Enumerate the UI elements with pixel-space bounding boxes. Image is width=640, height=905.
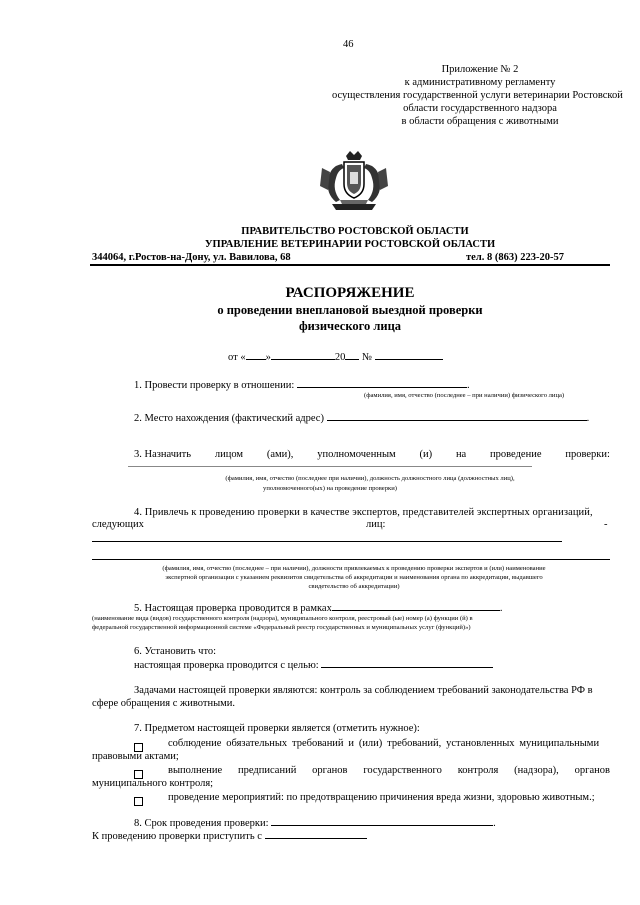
- item-1-field[interactable]: [297, 378, 467, 388]
- item-5-label: 5. Настоящая проверка проводится в рамках: [134, 603, 332, 614]
- item-7-option-2-word: органов: [312, 765, 348, 776]
- header-address: 344064, г.Ростов-на-Дону, ул. Вавилова, 68: [92, 252, 291, 263]
- appendix-line-1: Приложение № 2: [441, 64, 519, 75]
- item-7-header: 7. Предметом настоящей проверки является (отметить нужное):: [134, 723, 420, 734]
- item-7-option-2-word: государственного: [363, 765, 442, 776]
- item-8: [134, 816, 496, 830]
- item-6-line-2: [134, 658, 493, 672]
- item-1-hint: (фамилия, имя, отчество (последнее – при наличии) физического лица): [364, 392, 565, 399]
- item-4-hint-1: (фамилия, имя, отчество (последнее – при наличии), должности привлекаемых к проведению проверки экспертов и (или) наименование: [162, 565, 546, 572]
- item-4-field-2[interactable]: [92, 559, 610, 560]
- item-7-option-2-line-1: [168, 764, 610, 777]
- date-year-prefix: 20: [334, 352, 346, 363]
- item-7-option-2-word: выполнение: [168, 765, 223, 776]
- item-4-line-1: 4. Привлечь к проведению проверки в качестве экспертов, представителей экспертных организаций,: [134, 507, 593, 518]
- item-3-field[interactable]: [128, 466, 532, 467]
- item-2-label: 2. Место нахождения (фактический адрес): [134, 413, 324, 424]
- item-2: [134, 411, 589, 425]
- page-number: 46: [343, 39, 354, 50]
- item-7-option-3: проведение мероприятий: по предотвращению причинения вреда жизни, здоровью животным.;: [168, 792, 595, 803]
- item-6-purpose-label: настоящая проверка проводится с целью:: [134, 660, 319, 671]
- appendix-line-4: области государственного надзора: [403, 103, 557, 114]
- item-4-left: следующих: [92, 519, 144, 530]
- item-3-hint-1: (фамилия, имя, отчество (последнее при наличии), должность должностного лица (должностных лиц),: [225, 475, 515, 482]
- item-1-label: 1. Провести проверку в отношении:: [134, 380, 295, 391]
- appendix-line-2: к административному регламенту: [404, 77, 556, 88]
- item-3-word: (и): [419, 449, 433, 460]
- item-7-option-2-word: контроля: [457, 765, 499, 776]
- item-6-purpose-field[interactable]: [321, 658, 493, 668]
- item-4-field-1[interactable]: [92, 541, 562, 542]
- item-3-word: проверки:: [565, 449, 610, 460]
- item-8-start: [92, 829, 367, 843]
- date-prefix: от «: [228, 352, 246, 363]
- item-7-option-1-line-1: соблюдение обязательных требований и (или) требований, установленных муниципальными: [168, 738, 600, 749]
- item-3-word: на: [455, 449, 467, 460]
- header-divider: [90, 264, 610, 266]
- appendix-block: [332, 63, 623, 128]
- item-1: [134, 378, 470, 392]
- item-3: [134, 448, 610, 461]
- appendix-line-3: осуществления государственной услуги ветеринарии Ростовской: [332, 90, 623, 101]
- item-5-field[interactable]: [332, 601, 500, 611]
- item-3-word: лицом: [214, 449, 244, 460]
- item-8-start-field[interactable]: [265, 829, 367, 839]
- item-3-word: (ами),: [266, 449, 294, 460]
- item-8-label: 8. Срок проведения проверки:: [134, 818, 269, 829]
- item-5-hint-2: федеральной государственной информационной системе «Федеральный реестр государственных и муниципальных услуг (функций)»): [92, 624, 471, 631]
- date-quote-close: »: [265, 352, 271, 363]
- tasks-line-1: Задачами настоящей проверки являются: контроль за соблюдением требований законодательства РФ в: [134, 685, 593, 696]
- date-month-field[interactable]: [271, 350, 335, 360]
- date-year-field[interactable]: [345, 350, 359, 360]
- item-7-option-2-word: (надзора),: [514, 765, 559, 776]
- item-5-hint-1: (наименование вида (видов) государственного контроля (надзора), муниципального контроля, реестровый (ые) номер (а) функции (й) в: [92, 615, 473, 622]
- tasks-line-2: сфере обращения с животными.: [92, 698, 236, 709]
- item-7-option-1-line-2: правовыми актами;: [92, 751, 179, 762]
- item-4-mid: лиц:: [366, 519, 386, 530]
- item-3-word: 3. Назначить: [134, 449, 192, 460]
- document-title: РАСПОРЯЖЕНИЕ: [285, 285, 415, 301]
- item-2-field[interactable]: [327, 411, 587, 421]
- item-7-option-2-word: органов: [574, 765, 610, 776]
- item-4-right: -: [604, 519, 608, 530]
- item-1-end: .: [466, 380, 470, 391]
- date-line: [228, 350, 443, 364]
- header-org-1: ПРАВИТЕЛЬСТВО РОСТОВСКОЙ ОБЛАСТИ: [241, 226, 469, 237]
- item-2-end: .: [586, 413, 590, 424]
- item-6-line-1: 6. Установить что:: [134, 646, 217, 657]
- item-3-word: уполномоченным: [317, 449, 396, 460]
- item-7-option-2-line-2: муниципального контроля;: [92, 778, 214, 789]
- item-5-end: .: [499, 603, 503, 614]
- order-number-field[interactable]: [375, 350, 443, 360]
- item-5: [134, 601, 502, 615]
- item-8-start-label: К проведению проверки приступить с: [92, 831, 262, 842]
- item-4-hint-2: экспертной организации с указанием реквизитов свидетельства об аккредитации и наименования органа по аккредитации, выдавшего: [165, 574, 543, 581]
- header-org-2: УПРАВЛЕНИЕ ВЕТЕРИНАРИИ РОСТОВСКОЙ ОБЛАСТИ: [204, 239, 496, 250]
- item-8-field[interactable]: [271, 816, 493, 826]
- item-7-checkbox-3[interactable]: [134, 792, 143, 810]
- coat-of-arms-emblem: [316, 150, 392, 214]
- document-subtitle-2: физического лица: [298, 319, 402, 333]
- number-sign: №: [361, 352, 372, 363]
- item-3-hint-2: уполномоченного(ых) на проведение проверки): [263, 485, 397, 492]
- item-3-word: проведение: [490, 449, 542, 460]
- header-phone: тел. 8 (863) 223-20-57: [466, 252, 564, 263]
- item-4-hint-3: свидетельство об аккредитации): [308, 583, 400, 590]
- date-day-field[interactable]: [246, 350, 266, 360]
- item-8-end: .: [493, 818, 496, 829]
- item-7-option-2-word: предписаний: [238, 765, 297, 776]
- appendix-line-5: в области обращения с животными: [401, 116, 559, 127]
- document-subtitle-1: о проведении внеплановой выездной проверки: [217, 303, 483, 317]
